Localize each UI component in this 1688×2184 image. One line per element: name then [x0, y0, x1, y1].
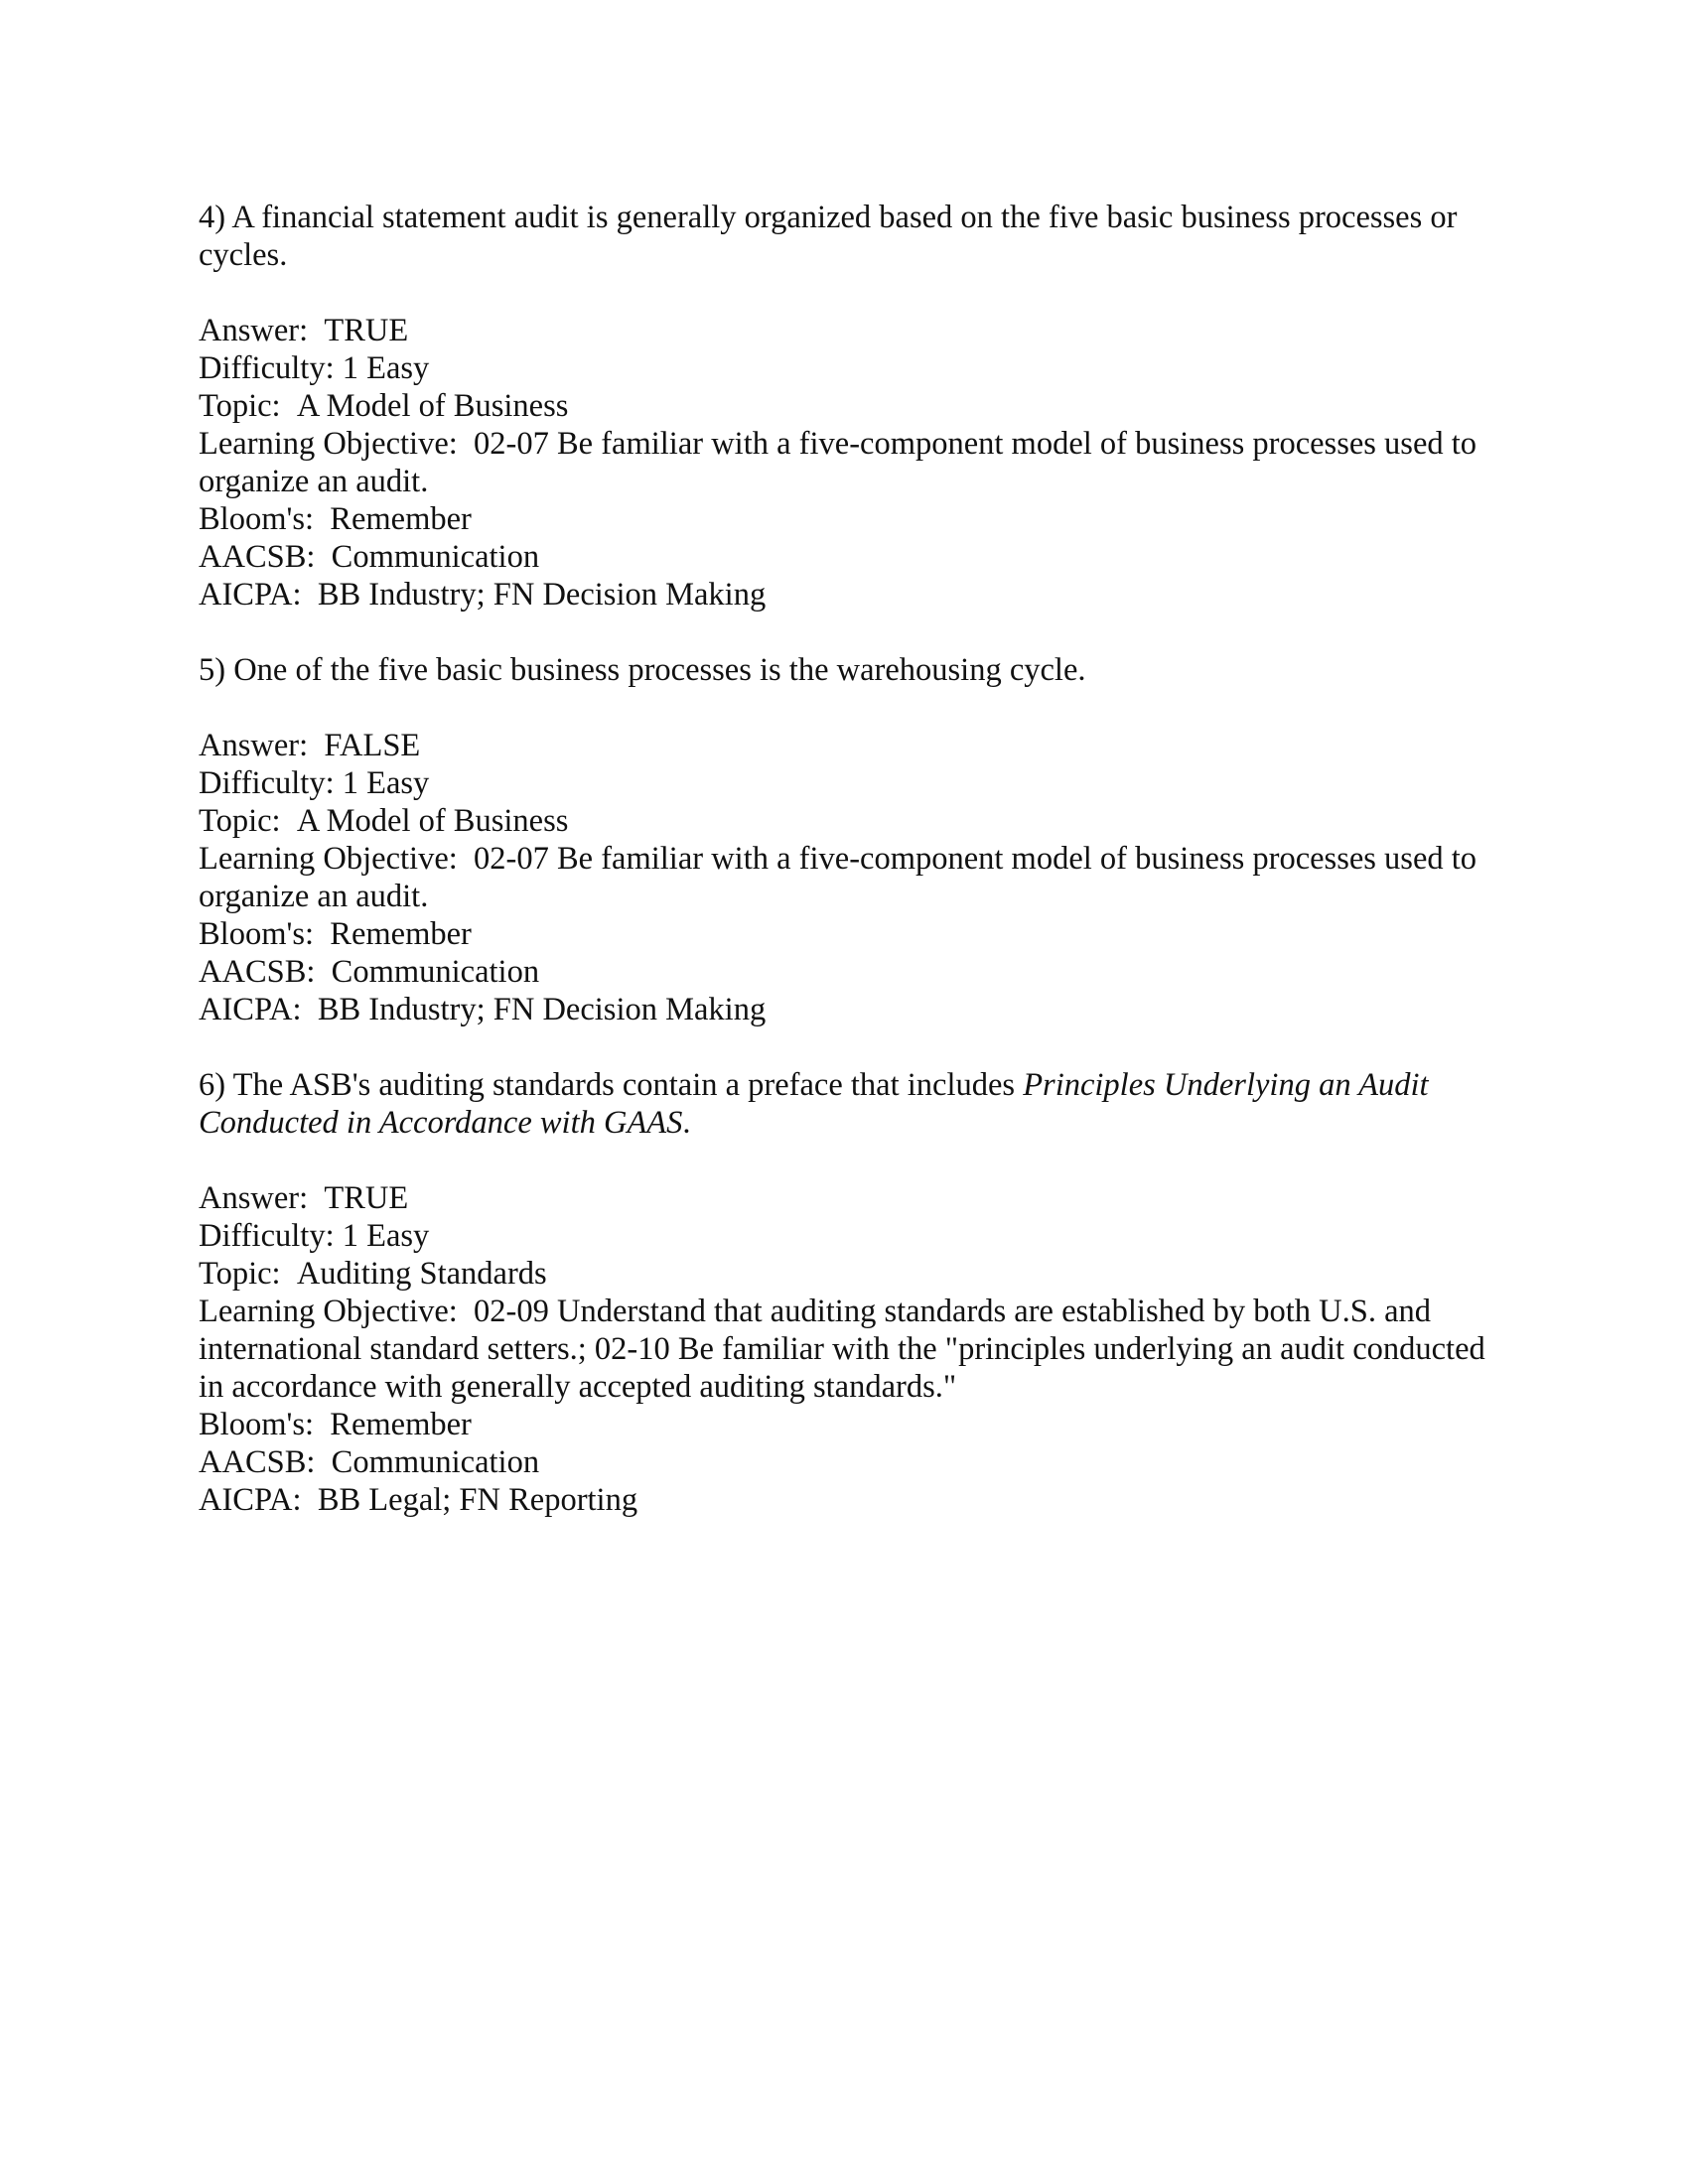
answer-label: Answer: — [199, 728, 309, 763]
question-text — [199, 1066, 1489, 1142]
difficulty-line — [199, 764, 1489, 802]
topic-value: Auditing Standards — [296, 1256, 547, 1292]
question-text — [199, 199, 1489, 274]
aacsb-label: AACSB: — [199, 539, 316, 575]
objective-value: 02-09 Understand that auditing standards are established by both U.S. and international standard setters.; 02-10 Be familiar with the "principles underlying an audit conducted in accordance with generally accepted auditing standards." — [199, 1294, 1485, 1405]
difficulty-label: Difficulty: — [199, 350, 335, 386]
answer-line — [199, 312, 1489, 349]
topic-value: A Model of Business — [296, 388, 569, 424]
blooms-value: Remember — [330, 916, 472, 952]
topic-line — [199, 1255, 1489, 1293]
objective-line — [199, 1293, 1489, 1406]
answer-value: TRUE — [324, 1180, 409, 1216]
aacsb-line — [199, 538, 1489, 576]
difficulty-label: Difficulty: — [199, 765, 335, 801]
question-body: The ASB's auditing standards contain a preface that includes — [232, 1067, 1016, 1103]
aacsb-value: Communication — [331, 539, 540, 575]
answer-label: Answer: — [199, 1180, 309, 1216]
question-5 — [199, 651, 1489, 1028]
question-number: 5) — [199, 652, 226, 688]
question-body: A financial statement audit is generally organized based on the five basic business processes or cycles. — [199, 200, 1458, 273]
difficulty-value: 1 Easy — [342, 1218, 430, 1254]
aacsb-value: Communication — [331, 1444, 540, 1480]
topic-label: Topic: — [199, 388, 281, 424]
objective-label: Learning Objective: — [199, 426, 458, 462]
aicpa-value: BB Legal; FN Reporting — [317, 1482, 638, 1518]
aicpa-label: AICPA: — [199, 992, 302, 1027]
answer-label: Answer: — [199, 313, 309, 348]
question-body: One of the five basic business processes is the warehousing cycle. — [233, 652, 1086, 688]
blooms-value: Remember — [330, 501, 472, 537]
question-6 — [199, 1066, 1489, 1519]
aicpa-label: AICPA: — [199, 1482, 302, 1518]
blooms-value: Remember — [330, 1407, 472, 1442]
topic-value: A Model of Business — [296, 803, 569, 839]
aicpa-line — [199, 576, 1489, 614]
question-text — [199, 651, 1489, 689]
aicpa-line — [199, 1481, 1489, 1519]
blooms-line — [199, 500, 1489, 538]
topic-line — [199, 387, 1489, 425]
question-4 — [199, 199, 1489, 614]
blooms-label: Bloom's: — [199, 501, 315, 537]
blooms-line — [199, 915, 1489, 953]
difficulty-label: Difficulty: — [199, 1218, 335, 1254]
blooms-line — [199, 1406, 1489, 1443]
aacsb-label: AACSB: — [199, 954, 316, 990]
question-number: 6) — [199, 1067, 226, 1103]
answer-value: FALSE — [324, 728, 421, 763]
topic-line — [199, 802, 1489, 840]
blooms-label: Bloom's: — [199, 916, 315, 952]
answer-line — [199, 727, 1489, 764]
aacsb-label: AACSB: — [199, 1444, 316, 1480]
answer-value: TRUE — [324, 313, 409, 348]
question-italic-title: Principles Underlying an Audit Conducted in Accordance with GAAS — [199, 1067, 1429, 1141]
question-end: . — [682, 1105, 691, 1141]
difficulty-line — [199, 349, 1489, 387]
document-page — [199, 199, 1489, 1557]
objective-value: 02-07 Be familiar with a five-component model of business processes used to organize an audit. — [199, 426, 1477, 499]
topic-label: Topic: — [199, 803, 281, 839]
aacsb-value: Communication — [331, 954, 540, 990]
objective-line — [199, 425, 1489, 500]
aicpa-label: AICPA: — [199, 577, 302, 613]
topic-label: Topic: — [199, 1256, 281, 1292]
objective-line — [199, 840, 1489, 915]
question-number: 4) — [199, 200, 226, 235]
blooms-label: Bloom's: — [199, 1407, 315, 1442]
objective-value: 02-07 Be familiar with a five-component model of business processes used to organize an audit. — [199, 841, 1477, 914]
difficulty-value: 1 Easy — [342, 765, 430, 801]
aicpa-value: BB Industry; FN Decision Making — [317, 577, 767, 613]
answer-line — [199, 1179, 1489, 1217]
aacsb-line — [199, 1443, 1489, 1481]
aicpa-value: BB Industry; FN Decision Making — [317, 992, 767, 1027]
difficulty-line — [199, 1217, 1489, 1255]
objective-label: Learning Objective: — [199, 1294, 458, 1329]
difficulty-value: 1 Easy — [342, 350, 430, 386]
objective-label: Learning Objective: — [199, 841, 458, 877]
aacsb-line — [199, 953, 1489, 991]
aicpa-line — [199, 991, 1489, 1028]
